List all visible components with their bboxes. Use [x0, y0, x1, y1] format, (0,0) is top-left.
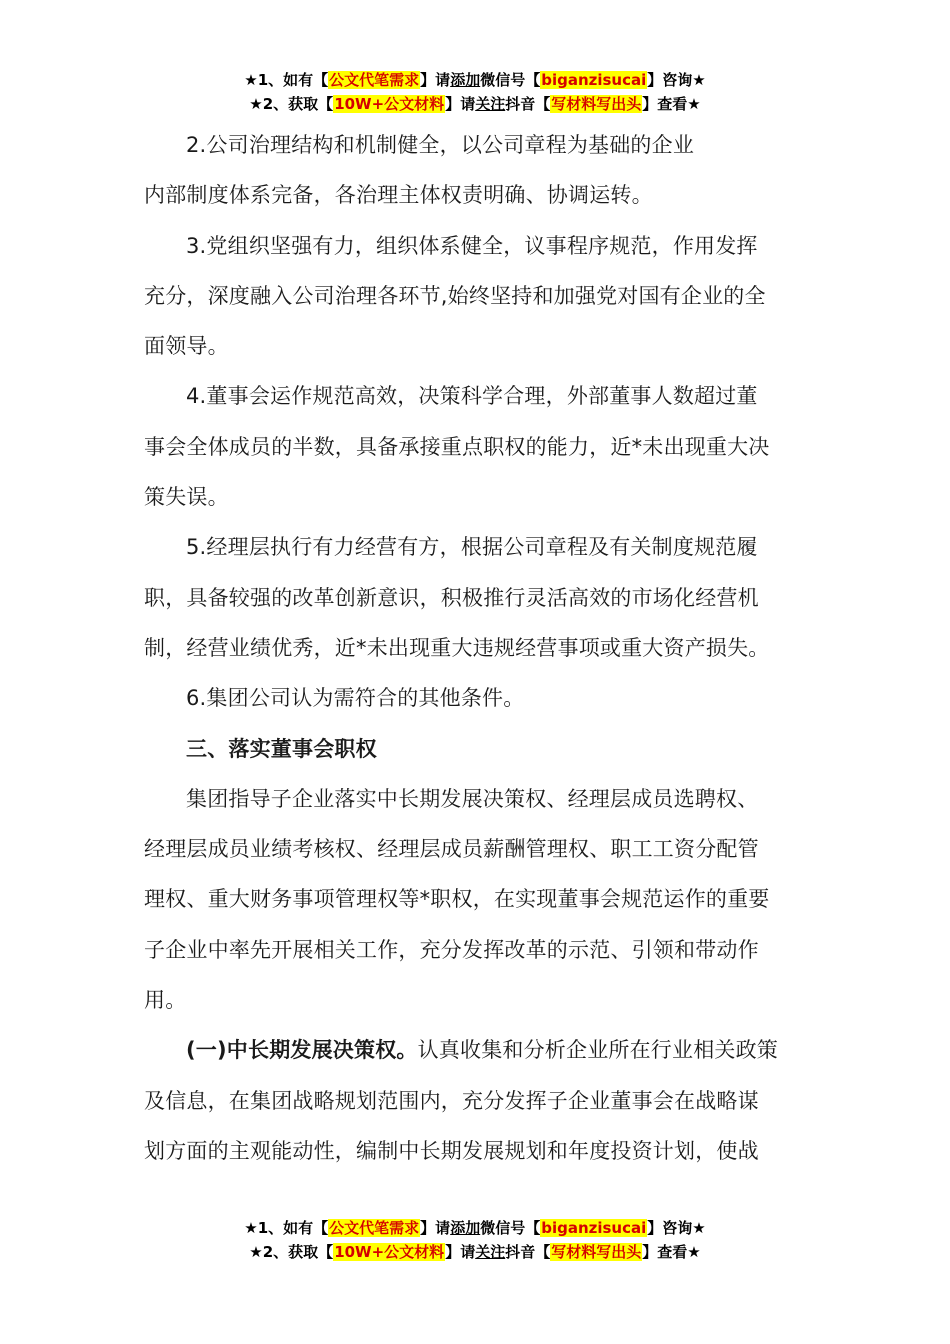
paragraph-line: 6.集团公司认为需符合的其他条件。: [186, 686, 525, 711]
paragraph-line: 职，具备较强的改革创新意识，积极推行灵活高效的市场化经营机: [144, 585, 759, 610]
banner-highlight: 10W+公文材料: [334, 95, 445, 113]
banner-text: 】请: [420, 1219, 451, 1237]
banner-text: ★2、获取【: [249, 95, 334, 113]
banner-text: 】查看★: [642, 1243, 701, 1261]
banner-text: 】咨询★: [647, 1219, 706, 1237]
paragraph-line: 3.党组织坚强有力，组织体系健全，议事程序规范，作用发挥: [186, 233, 758, 258]
paragraph-line: 5.经理层执行有力经营有方，根据公司章程及有关制度规范履: [186, 535, 758, 560]
banner-wechat-id: biganzisucai: [541, 71, 647, 89]
banner-douyin-id: 写材料写出头: [551, 1243, 642, 1261]
paragraph-line: 子企业中率先开展相关工作，充分发挥改革的示范、引领和带动作: [144, 937, 759, 962]
paragraph-line: 面领导。: [144, 334, 229, 359]
paragraph-line: 经理层成员业绩考核权、经理层成员薪酬管理权、职工工资分配管: [144, 837, 759, 862]
banner-text: 】咨询★: [647, 71, 706, 89]
paragraph-line: 用。: [144, 988, 187, 1013]
paragraph-line: 事会全体成员的半数，具备承接重点职权的能力，近*未出现重大决: [144, 434, 770, 459]
banner-underlined-text: 添加: [450, 1219, 481, 1237]
banner-text: ★1、如有【: [244, 71, 329, 89]
banner-highlight: 10W+公文材料: [334, 1243, 445, 1261]
banner-text: 】请: [445, 1243, 476, 1261]
paragraph-line: 内部制度体系完备，各治理主体权责明确、协调运转。: [144, 183, 653, 208]
paragraph-line: 充分，深度融入公司治理各环节,始终坚持和加强党对国有企业的全: [144, 283, 766, 308]
subsection-title: (一)中长期发展决策权。: [186, 1038, 418, 1063]
paragraph-line: 划方面的主观能动性，编制中长期发展规划和年度投资计划，使战: [144, 1138, 759, 1163]
banner-underlined-text: 关注: [475, 95, 506, 113]
banner-underlined-text: 添加: [450, 71, 481, 89]
banner-text: 抖音【: [505, 1243, 551, 1261]
banner-text: 抖音【: [505, 95, 551, 113]
banner-highlight: 公文代笔需求: [329, 71, 420, 89]
banner-text: ★2、获取【: [249, 1243, 334, 1261]
header-line-2: [0, 92, 950, 116]
section-heading: 三、落实董事会职权: [186, 736, 377, 761]
footer-line-1: [0, 1216, 950, 1240]
banner-text: 微信号【: [480, 1219, 541, 1237]
paragraph-line: [144, 1025, 809, 1075]
paragraph-line: 制，经营业绩优秀，近*未出现重大违规经营事项或重大资产损失。: [144, 635, 770, 660]
paragraph-line: 集团指导子企业落实中长期发展决策权、经理层成员选聘权、: [186, 786, 759, 811]
header-line-1: [0, 68, 950, 92]
header-banner: [0, 68, 950, 116]
footer-banner: [0, 1216, 950, 1264]
banner-douyin-id: 写材料写出头: [551, 95, 642, 113]
banner-highlight: 公文代笔需求: [329, 1219, 420, 1237]
banner-text: ★1、如有【: [244, 1219, 329, 1237]
paragraph-text: 认真收集和分析企业所在行业相关政策: [417, 1038, 779, 1063]
banner-text: 】查看★: [642, 95, 701, 113]
banner-text: 】请: [420, 71, 451, 89]
paragraph-line: 理权、重大财务事项管理权等*职权，在实现董事会规范运作的重要: [144, 887, 770, 912]
paragraph-line: 2.公司治理结构和机制健全，以公司章程为基础的企业: [186, 133, 695, 157]
banner-text: 微信号【: [480, 71, 541, 89]
paragraph-line: 及信息，在集团战略规划范围内，充分发挥子企业董事会在战略谋: [144, 1088, 759, 1113]
document-body: [144, 120, 809, 1176]
banner-underlined-text: 关注: [475, 1243, 506, 1261]
paragraph-line: 策失误。: [144, 485, 229, 510]
banner-wechat-id: biganzisucai: [541, 1219, 647, 1237]
footer-line-2: [0, 1240, 950, 1264]
paragraph-line: 4.董事会运作规范高效，决策科学合理，外部董事人数超过董: [186, 384, 758, 409]
banner-text: 】请: [445, 95, 476, 113]
